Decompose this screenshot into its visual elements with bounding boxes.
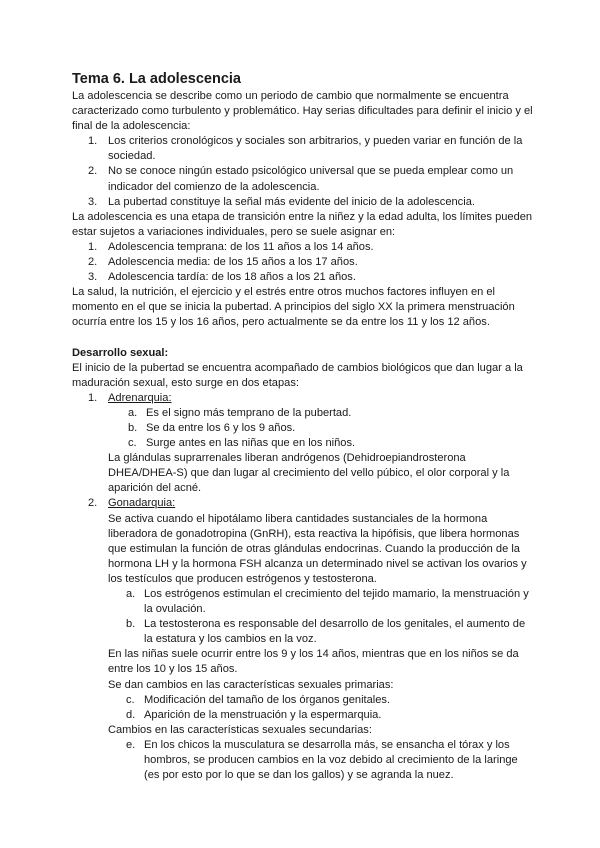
list-item: 1. Adolescencia temprana: de los 11 años a los 14 años. <box>88 240 374 253</box>
primary-items <box>108 693 534 723</box>
secondary-intro: Cambios en las características sexuales secundarias: <box>108 723 372 736</box>
list-item: 2. Adolescencia media: de los 15 años a los 17 años. <box>88 256 358 269</box>
difficulties-list <box>72 134 534 209</box>
list-item: c. Modificación del tamaño de los órganos genitales. <box>126 693 391 706</box>
list-item: 2. No se conoce ningún estado psicológico universal que se pueda emplear como un indicador del comienzo de la adolescencia. <box>88 165 514 193</box>
list-item: a. Los estrógenos estimulan el crecimiento del tejido mamario, la menstruación y la ovulación. <box>126 588 529 616</box>
list-item: b. Se da entre los 6 y los 9 años. <box>128 421 296 434</box>
gonadarquia-label: Gonadarquia: <box>108 497 176 510</box>
stages-list <box>72 240 534 285</box>
list-item: c. Surge antes en las niñas que en los niños. <box>128 437 356 450</box>
gonadarquia-items <box>108 587 534 647</box>
adrenarquia-label: Adrenarquia: <box>108 391 172 404</box>
section-heading: Desarrollo sexual: <box>72 346 169 359</box>
section-intro: El inicio de la pubertad se encuentra acompañado de cambios biológicos que dan lugar a la maduración sexual, esto surge en dos etapas: <box>72 361 523 389</box>
list-item: a. Es el signo más temprano de la pubertad. <box>128 406 352 419</box>
adrenarquia-items <box>110 406 534 451</box>
list-item: 3. Adolescencia tardía: de los 18 años a los 21 años. <box>88 271 356 284</box>
document-page <box>72 70 534 783</box>
adrenarquia-note: La glándulas suprarrenales liberan andrógenos (Dehidroepiandrosterona DHEA/DHEA-S) que dan lugar al crecimiento del vello púbico, el olor corporal y la aparición del acné. <box>108 452 510 495</box>
list-item: 3. La pubertad constituye la señal más evidente del inicio de la adolescencia. <box>88 195 475 208</box>
gonadarquia-desc: Se activa cuando el hipotálamo libera cantidades sustanciales de la hormona liberadora de gonadotropina (GnRH), esta reactiva la hipófisis, que libera hormonas que estimulan la función de otras glándulas endocrinas. Cuando la producción de la hormona LH y la hormona FSH alcanza un determinado nivel se activan los ovarios y los testículos que producen estrógenos y testosterona. <box>108 512 527 585</box>
health-paragraph: La salud, la nutrición, el ejercicio y el estrés entre otros muchos factores influyen en el momento en el que se inicia la pubertad. A principios del siglo XX la primera menstruación ocurría entre los 15 y los 16 años, pero actualmente se da entre los 11 y los 12 años. <box>72 286 515 329</box>
gonadarquia-age: En las niñas suele ocurrir entre los 9 y los 14 años, mientras que en los niños se da entre los 10 y los 15 años. <box>108 648 519 676</box>
list-item: b. La testosterona es responsable del desarrollo de los genitales, el aumento de la estatura y los cambios en la voz. <box>126 618 526 646</box>
page-title: Tema 6. La adolescencia <box>72 71 241 87</box>
list-item: d. Aparición de la menstruación y la espermarquia. <box>126 708 382 721</box>
primary-intro: Se dan cambios en las características sexuales primarias: <box>108 678 394 691</box>
list-item: 1. Los criterios cronológicos y sociales son arbitrarios, y pueden variar en función de la sociedad. <box>88 135 523 163</box>
list-item-adrenarquia: 1. Adrenarquia: a. Es el signo más temprano de la pubertad. b. Se da entre los 6 y los 9 años. c. Surge antes en las niñas que en los niños. La glándulas suprarrenales liberan andrógenos (Dehidroepiandrosterona DHEA/DHEA-S) que dan lugar al crecimiento del vello púbico, el olor corporal y la aparición del acné. <box>72 391 534 497</box>
secondary-items <box>108 738 534 783</box>
list-item-gonadarquia: 2. Gonadarquia: Se activa cuando el hipotálamo libera cantidades sustanciales de la hormona liberadora de gonadotropina (GnRH), esta reactiva la hipófisis, que libera hormonas que estimulan la función de otras glándulas endocrinas. Cuando la producción de la hormona LH y la hormona FSH alcanza un determinado nivel se activan los ovarios y los testículos que producen estrógenos y testosterona. a. Los estrógenos estimulan el crecimiento del tejido mamario, la menstruación y la ovulación. b. La testosterona es responsable del desarrollo de los genitales, el aumento de la estatura y los cambios en la voz. En las niñas suele ocurrir entre los 9 y los 14 años, mientras que en los niños se da entre los 10 y los 15 años. Se dan cambios en las características sexuales primarias: c. Modificación del tamaño de los órganos genitales. d. Aparición de la menstruación y la espermarquia. Cambios en las características sexuales secundarias: e. En los chicos la musculatura se desarrolla más, se ensancha el tórax y los hombros, se producen cambios en la voz debido al crecimiento de la laringe (es por esto por lo que se dan los gallos) y se agranda la nuez. <box>72 496 534 783</box>
list-item: e. En los chicos la musculatura se desarrolla más, se ensancha el tórax y los hombros, se producen cambios en la voz debido al crecimiento de la laringe (es por esto por lo que se dan los gallos) y se agranda la nuez. <box>126 738 518 782</box>
transition-paragraph: La adolescencia es una etapa de transición entre la niñez y la edad adulta, los límites pueden estar sujetos a variaciones individuales, pero se suele asignar en: <box>72 210 533 238</box>
intro-paragraph: La adolescencia se describe como un periodo de cambio que normalmente se encuentra caracterizado como turbulento y problemático. Hay serias dificultades para definir el inicio y el final de la adolescencia: <box>72 90 533 133</box>
stages-sexual-list <box>72 391 534 783</box>
